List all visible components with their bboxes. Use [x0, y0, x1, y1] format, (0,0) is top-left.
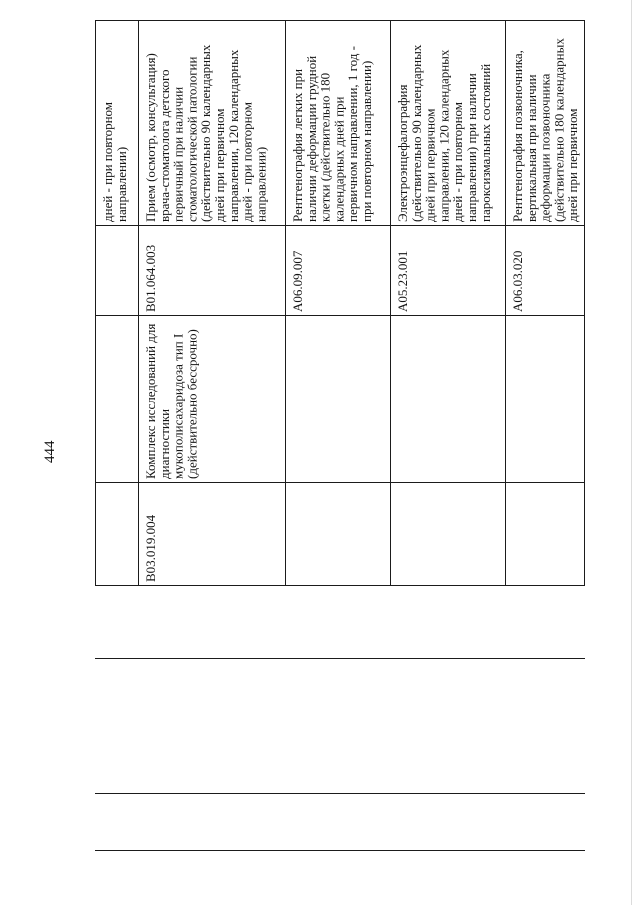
cell-service-code	[286, 225, 390, 315]
cell-code	[506, 482, 584, 585]
cell-description-text: дней - при повторном направлении)	[100, 101, 129, 222]
cell-name-text: Комплекс исследований для диагностики мукополисахаридоза тип I (действительно бессрочно)	[143, 323, 200, 479]
cell-service-code-text: B01.064.003	[143, 244, 158, 312]
cell-description-text: Рентгенография позвоночника, вертикальная при наличии деформации позвоночника (действительно 180 календарных дней при первичном	[510, 38, 581, 222]
cell-name	[286, 315, 390, 482]
cell-description	[506, 21, 584, 225]
cell-service-code-text: A06.09.007	[290, 250, 305, 312]
cell-description-text: Рентгенография легких при наличии деформации грудной клетки (действительно 180 календарных дней при первичном направлении, 1 год - при повторном направлении)	[290, 45, 374, 222]
cell-description	[391, 21, 505, 225]
cell-name	[139, 315, 285, 482]
table-row	[138, 21, 285, 585]
table-row	[390, 21, 505, 585]
cell-name	[391, 315, 505, 482]
services-table	[95, 20, 585, 586]
cell-service-code	[139, 225, 285, 315]
cell-description	[96, 21, 138, 225]
table-rule	[95, 850, 585, 851]
cell-code-text: B03.019.004	[143, 514, 158, 582]
cell-description-text: Прием (осмотр, консультация) врача-стоматолога детского первичный при наличии стоматологической патологии (действительно 90 календарных дней при первичном направлении, 120 календарных дней - при повторном направлении)	[143, 44, 269, 222]
cell-service-code-text: A06.03.020	[510, 250, 525, 312]
cell-service-code	[506, 225, 584, 315]
cell-name	[96, 315, 138, 482]
page-number: 444	[42, 440, 58, 464]
cell-description-text: Электроэнцефалография (действительно 90 календарных дней при первичном направлении, 120 календарных дней - при повторном направлении) при наличии пароксизмальных состояний	[395, 44, 493, 222]
table-row	[285, 21, 390, 585]
table-row	[96, 21, 138, 585]
table-row	[505, 21, 584, 585]
cell-service-code	[391, 225, 505, 315]
scan-edge	[631, 0, 632, 905]
table-rule	[95, 793, 585, 794]
cell-service-code	[96, 225, 138, 315]
cell-service-code-text: A05.23.001	[395, 250, 410, 312]
cell-description	[139, 21, 285, 225]
cell-description	[286, 21, 390, 225]
cell-code	[96, 482, 138, 585]
table-rule	[95, 658, 585, 659]
cell-name	[506, 315, 584, 482]
cell-code	[286, 482, 390, 585]
cell-code	[391, 482, 505, 585]
cell-code	[139, 482, 285, 585]
